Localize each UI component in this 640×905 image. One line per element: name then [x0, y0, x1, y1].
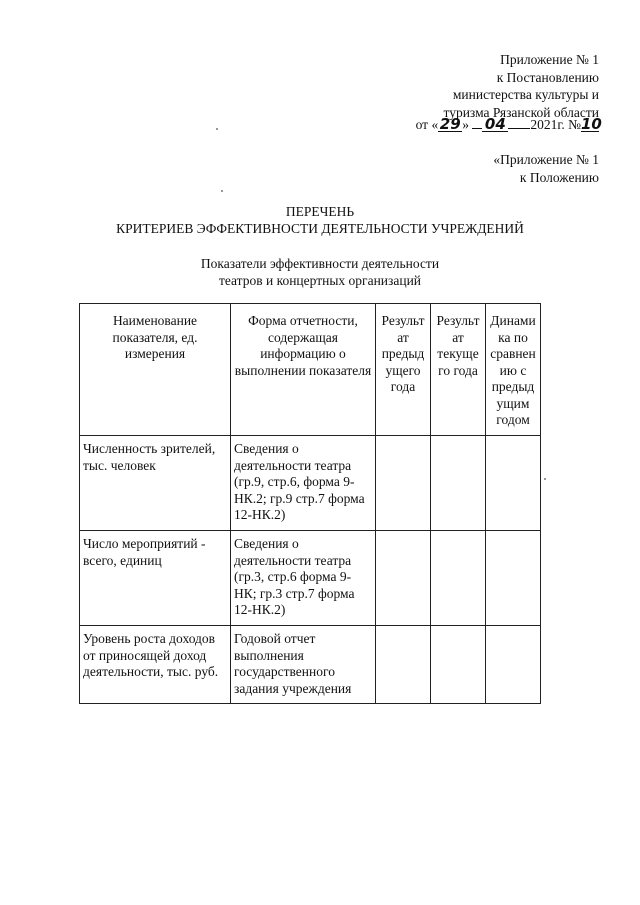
appendix2-line-2: к Положению — [519, 169, 599, 185]
row-indicator: Численность зрителей, тыс. человек — [80, 436, 231, 531]
row-previous-year — [376, 626, 431, 704]
date-year: 2021г. № — [530, 117, 581, 132]
document-title — [0, 204, 640, 237]
header-previous-year: Результ ат предыд ущего года — [376, 304, 431, 436]
handwritten-month: 04 — [482, 117, 508, 132]
scan-speck — [544, 478, 546, 480]
appendix-line-2: к Постановлению — [496, 69, 599, 85]
appendix-regulation-header — [493, 151, 599, 186]
appendix-header — [443, 51, 599, 121]
date-mid: » — [462, 117, 469, 132]
scan-speck — [221, 190, 223, 192]
row-report-form: Годовой отчет выполнения государственного задания учреждения — [231, 626, 376, 704]
row-current-year — [431, 626, 486, 704]
title-line-2: КРИТЕРИЕВ ЭФФЕКТИВНОСТИ ДЕЯТЕЛЬНОСТИ УЧРЕЖДЕНИЙ — [116, 220, 524, 236]
handwritten-number: 10 — [581, 115, 602, 133]
table-row — [80, 436, 541, 531]
row-indicator: Число мероприятий - всего, единиц — [80, 531, 231, 626]
appendix2-line-1: «Приложение № 1 — [493, 152, 599, 167]
table-header-row — [80, 304, 541, 436]
subtitle-line-2: театров и концертных организаций — [218, 272, 422, 288]
scan-speck — [216, 128, 218, 130]
row-previous-year — [376, 531, 431, 626]
table-row — [80, 626, 541, 704]
document-subtitle — [0, 256, 640, 289]
criteria-table — [79, 303, 541, 704]
appendix-line-1: Приложение № 1 — [500, 52, 599, 67]
header-report-form: Форма отчетности, содержащая информацию о выполнении показателя — [231, 304, 376, 436]
row-indicator: Уровень роста доходов от приносящей доход деятельности, тыс. руб. — [80, 626, 231, 704]
header-current-year: Результ ат текуще го года — [431, 304, 486, 436]
row-current-year — [431, 436, 486, 531]
appendix-line-3: министерства культуры и — [452, 87, 599, 102]
date-prefix: от « — [415, 117, 439, 132]
title-line-1: ПЕРЕЧЕНЬ — [285, 204, 355, 219]
row-dynamics — [486, 626, 541, 704]
decree-date-line — [415, 115, 602, 134]
row-current-year — [431, 531, 486, 626]
subtitle-line-1: Показатели эффективности деятельности — [200, 256, 440, 271]
underline-blank — [508, 116, 530, 129]
row-report-form: Сведения о деятельности театра (гр.9, стр.6, форма 9-НК.2; гр.9 стр.7 форма 12-НК.2) — [231, 436, 376, 531]
header-dynamics: Динами ка по сравнен ию с предыд ущим годом — [486, 304, 541, 436]
header-indicator-name: Наименование показателя, ед. измерения — [80, 304, 231, 436]
row-dynamics — [486, 436, 541, 531]
row-dynamics — [486, 531, 541, 626]
row-previous-year — [376, 436, 431, 531]
handwritten-day: 29 — [439, 115, 461, 133]
underline-blank — [472, 116, 482, 129]
row-report-form: Сведения о деятельности театра (гр.3, стр.6 форма 9-НК; гр.3 стр.7 форма 12-НК.2) — [231, 531, 376, 626]
table-row — [80, 531, 541, 626]
appendix-line-4: туризма Рязанской области — [443, 104, 599, 120]
